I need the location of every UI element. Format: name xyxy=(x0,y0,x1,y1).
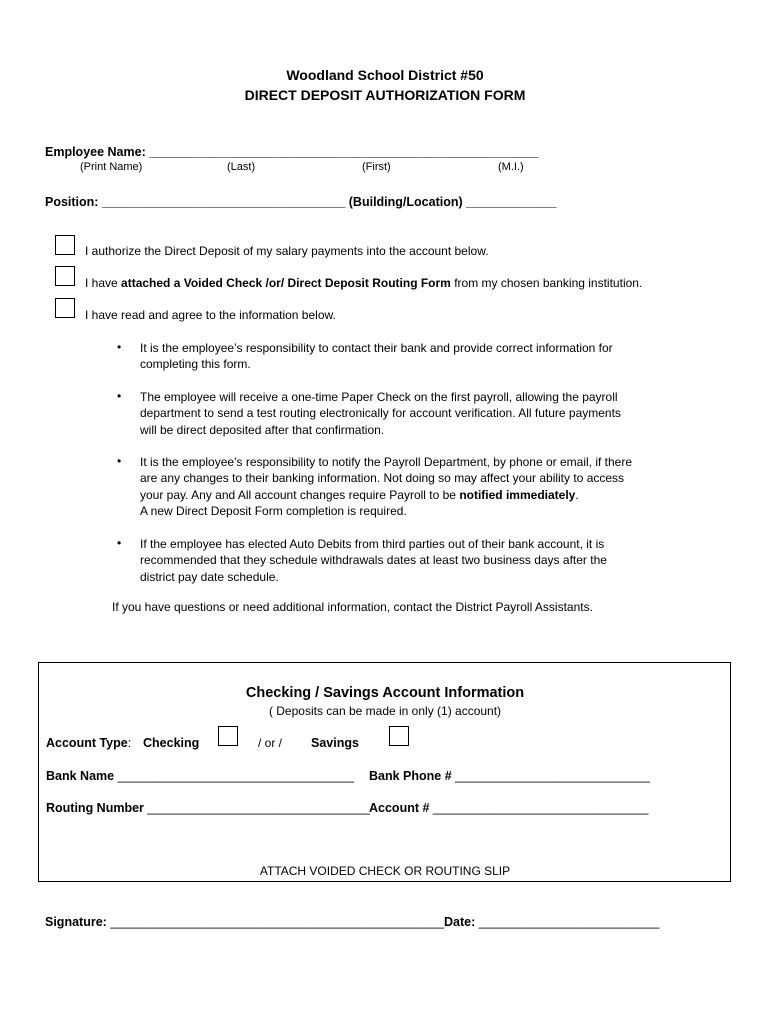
routing-label: Routing Number xyxy=(46,801,144,815)
routing-row xyxy=(46,801,370,815)
position-line[interactable]: ___________________________________ xyxy=(101,195,346,209)
checking-checkbox[interactable] xyxy=(218,726,238,746)
agree-checkbox[interactable] xyxy=(55,298,75,318)
sub-last: (Last) xyxy=(227,161,256,173)
form-title: DIRECT DEPOSIT AUTHORIZATION FORM xyxy=(244,87,526,103)
authorize-text: I authorize the Direct Deposit of my salary payments into the account below. xyxy=(85,244,489,258)
or-text: / or / xyxy=(258,736,283,750)
sub-print-name: (Print Name) xyxy=(80,161,143,173)
date-line[interactable]: __________________________ xyxy=(478,915,660,929)
agree-text: I have read and agree to the information below. xyxy=(85,308,336,322)
account-number-label: Account # xyxy=(369,801,430,815)
bullet-1: It is the employee’s responsibility to contact their bank and provide correct information for completing this form. xyxy=(140,341,613,372)
account-type-label: Account Type: xyxy=(46,736,132,750)
attached-checkbox[interactable] xyxy=(55,266,75,286)
bullet-icon: • xyxy=(117,389,122,403)
account-number-row xyxy=(369,801,648,815)
bullet-2: The employee will receive a one-time Paper Check on the first payroll, allowing the payroll department to send a test routing electronically for account verification. All future payments will be direct deposited after that confirmation. xyxy=(140,390,621,437)
bullet-icon: • xyxy=(117,536,122,550)
bank-name-line[interactable]: __________________________________ xyxy=(117,769,354,783)
attached-text: I have attached a Voided Check /or/ Direct Deposit Routing Form from my chosen banking institution. xyxy=(85,276,643,290)
employee-name-line[interactable]: ________________________________________________________ xyxy=(149,145,539,159)
bank-phone-label: Bank Phone # xyxy=(369,769,452,783)
employee-name-field[interactable] xyxy=(45,145,539,159)
savings-label: Savings xyxy=(311,736,359,750)
account-subheading: ( Deposits can be made in only (1) account) xyxy=(268,704,502,718)
bullet-3: It is the employee’s responsibility to notify the Payroll Department, by phone or email, if there are any changes to their banking information. Not doing so may affect your ability to access your pay. Any and All account changes require Payroll to be notified immediately. A new Direct Deposit Form completion is required. xyxy=(140,455,633,518)
attach-note: ATTACH VOIDED CHECK OR ROUTING SLIP xyxy=(259,864,511,878)
position-row xyxy=(45,195,557,209)
signature-line[interactable]: ________________________________________________ xyxy=(110,915,444,929)
checking-label: Checking xyxy=(143,736,200,750)
bank-phone-line[interactable]: ____________________________ xyxy=(455,769,650,783)
bullet-4: If the employee has elected Auto Debits from third parties out of their bank account, it is recommended that they schedule withdrawals dates at least two business days after the district pay date schedule. xyxy=(140,537,607,584)
savings-checkbox[interactable] xyxy=(389,726,409,746)
authorize-checkbox[interactable] xyxy=(55,235,75,255)
district-title: Woodland School District #50 xyxy=(286,67,484,83)
building-label: (Building/Location) xyxy=(348,195,463,209)
routing-line[interactable]: ________________________________ xyxy=(147,801,370,815)
building-line[interactable]: _____________ xyxy=(466,195,557,209)
bullet-icon: • xyxy=(117,454,122,468)
bank-name-row xyxy=(46,769,354,783)
date-row xyxy=(444,915,660,929)
employee-name-label: Employee Name: xyxy=(45,145,146,159)
signature-label: Signature: xyxy=(45,915,107,929)
sub-first: (First) xyxy=(362,161,391,173)
bank-phone-row xyxy=(369,769,650,783)
position-label: Position: xyxy=(45,195,99,209)
account-number-line[interactable]: _______________________________ xyxy=(432,801,649,815)
bank-name-label: Bank Name xyxy=(46,769,115,783)
account-heading: Checking / Savings Account Information xyxy=(245,685,525,701)
signature-row xyxy=(45,915,444,929)
sub-mi: (M.I.) xyxy=(498,161,524,173)
date-label: Date: xyxy=(444,915,476,929)
contact-note: If you have questions or need additional information, contact the District Payroll Assistants. xyxy=(112,600,593,614)
bullet-icon: • xyxy=(117,340,122,354)
